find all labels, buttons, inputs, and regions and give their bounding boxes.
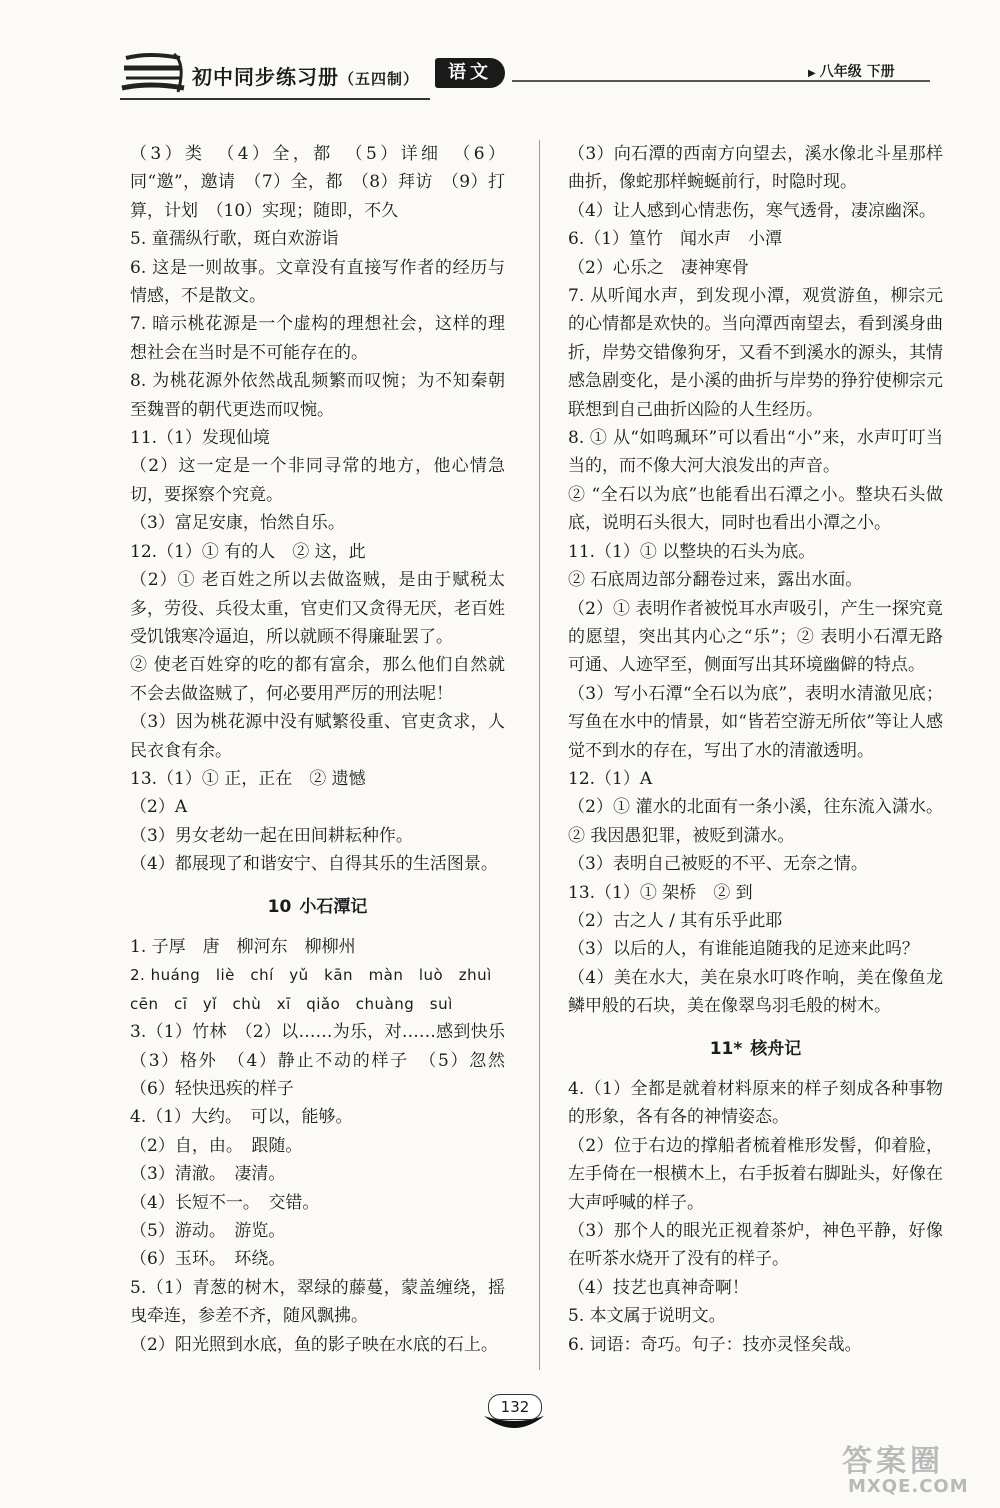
- answer-line: （3）表明自己被贬的不平、无奈之情。: [568, 854, 868, 875]
- answer-line: （2）① 老百姓之所以去做盗贼，是由于赋税太多，劳役、兵役太重，官吏们又贪得无厌，老百姓受饥饿寒冷逼迫，所以就顾不得廉耻罢了。: [130, 570, 505, 647]
- answer-line: 6. 词语：奇巧。句子：技亦灵怪矣哉。: [568, 1334, 862, 1355]
- page-number-badge: [474, 1386, 554, 1442]
- answer-line: （2）这一定是一个非同寻常的地方，他心情急切，要探察个究竟。: [130, 456, 505, 505]
- answer-line: 13.（1）① 架桥 ② 到: [568, 882, 753, 903]
- answer-line: （4）技艺也真神奇啊！: [568, 1277, 749, 1298]
- watermark-url: MXQE.COM: [848, 1476, 969, 1497]
- answer-line: （4）都展现了和谐安宁、自得其乐的生活图景。: [130, 854, 498, 875]
- watermark-text: 答案圈: [842, 1444, 944, 1479]
- answer-line: （6）玉环。 环绕。: [130, 1249, 286, 1270]
- answer-line: 11.（1）① 以整块的石头为底。: [568, 541, 816, 562]
- column-divider: [539, 140, 540, 1370]
- answer-line: （3）向石潭的西南方向望去，溪水像北斗星那样曲折，像蛇那样蜿蜒前行，时隐时现。: [568, 144, 943, 193]
- answer-line: （5）游动。 游览。: [130, 1221, 286, 1242]
- answer-line: ② 使老百姓穿的吃的都有富余，那么他们自然就不会去做盗贼了，何必要用严厉的刑法呢！: [130, 655, 505, 704]
- answer-line: （2）A: [130, 797, 188, 818]
- answer-line: 5. 童孺纵行歌，斑白欢游诣: [130, 229, 339, 250]
- answer-line: 8. ① 从“如鸣珮环”可以看出“小”来，水声叮叮当当的，而不像大河大浪发出的声音。: [568, 428, 943, 477]
- section-heading-11: 11* 核舟记: [709, 1038, 802, 1059]
- answer-line: （3）因为桃花源中没有赋繁役重、官吏贪求，人民衣食有余。: [130, 712, 505, 761]
- answer-line: （2）① 灌水的北面有一条小溪，往东流入潇水。② 我因愚犯罪，被贬到潇水。: [568, 797, 943, 846]
- answer-line: 4.（1）大约。 可以，能够。: [130, 1107, 353, 1128]
- answer-line: （2）心乐之 凄神寒骨: [568, 257, 749, 278]
- page-number: 132: [488, 1394, 542, 1420]
- answer-line: 5. 本文属于说明文。: [568, 1306, 726, 1327]
- answer-line: （3）那个人的眼光正视着茶炉，神色平静，好像在听茶水烧开了没有的样子。: [568, 1221, 943, 1270]
- answer-line: （2）古之人 / 其有乐乎此耶: [568, 910, 783, 931]
- answer-line: （3）男女老幼一起在田间耕耘种作。: [130, 825, 413, 846]
- answer-line: （2）① 表明作者被悦耳水声吸引，产生一探究竟的愿望，突出其内心之“乐”；② 表明小石潭无路可通、人迹罕至，侧面写出其环境幽僻的特点。: [568, 598, 943, 676]
- answer-line: （2）阳光照到水底，鱼的影子映在水底的石上。: [130, 1334, 498, 1355]
- answer-line: 5.（1）青葱的树木，翠绿的藤蔓，蒙盖缠绕，摇曳牵连，参差不齐，随风飘拂。: [130, 1277, 505, 1327]
- answer-line: 3.（1）竹林 （2）以……为乐，对……感到快乐 （3）格外 （4）静止不动的样子 （5）忽然 （6）轻快迅疾的样子: [130, 1022, 522, 1099]
- left-column: [130, 140, 522, 1359]
- series-title: 初中同步练习册（五四制）: [192, 65, 420, 89]
- answer-line: （2）位于右边的撑船者梳着椎形发髻，仰着脸，左手倚在一根横木上，右手扳着右脚趾头，好像在大声呼喊的样子。: [568, 1135, 943, 1213]
- answer-line: 6.（1）篁竹 闻水声 小潭: [568, 229, 783, 250]
- subject-badge: 语文: [435, 58, 505, 88]
- answer-line: （3）写小石潭“全石以为底”，表明水清澈见底；写鱼在水中的情景，如“皆若空游无所依”等让人感觉不到水的存在，写出了水的清澈透明。: [568, 683, 943, 761]
- answer-line: 4.（1）全都是就着材料原来的样子刻成各种事物的形象，各有各的神情姿态。: [568, 1079, 943, 1128]
- book-logo-icon: [120, 52, 186, 98]
- answer-line: 7. 暗示桃花源是一个虚构的理想社会，这样的理想社会在当时是不可能存在的。: [130, 314, 505, 363]
- triangle-right-icon: ▶: [808, 68, 816, 79]
- header-underline: [120, 98, 430, 100]
- answer-line: 12.（1）① 有的人 ② 这，此: [130, 541, 366, 562]
- answer-line: （3）类 （4）全，都 （5）详细 （6）同“邀”，邀请 （7）全，都 （8）拜访 （9）打算，计划 （10）实现；随即，不久: [130, 144, 505, 221]
- answer-line: （3）富足安康，怡然自乐。: [130, 513, 345, 534]
- grade-label: ▶ 八年级 下册: [808, 64, 895, 80]
- answer-line: 1. 子厚 唐 柳河东 柳柳州: [130, 936, 356, 957]
- answer-line: （3）以后的人，有谁能追随我的足迹来此吗？: [568, 939, 919, 960]
- answer-line: 7. 从听闻水声，到发现小潭，观赏游鱼，柳宗元的心情都是欢快的。当向潭西南望去，看到溪身曲折，岸势交错像狗牙，又看不到溪水的源头，其情感急剧变化，是小溪的曲折与岸势的狰狞使柳宗元联想到自己曲折凶险的人生经历。: [568, 286, 943, 420]
- answer-line: 11.（1）发现仙境: [130, 428, 270, 449]
- pinyin-line: cēn cī yǐ chù xī qiǎo chuàng suì: [130, 994, 453, 1013]
- answer-line: （4）让人感到心情悲伤，寒气透骨，凄凉幽深。: [568, 200, 936, 221]
- answer-line: 8. 为桃花源外依然战乱频繁而叹惋；为不知秦朝至魏晋的朝代更迭而叹惋。: [130, 371, 505, 420]
- answer-line: 13.（1）① 正，正在 ② 遗憾: [130, 768, 366, 789]
- answer-line: （4）美在水大，美在泉水叮咚作响，美在像鱼龙鳞甲般的石块，美在像翠鸟羽毛般的树木。: [568, 967, 943, 1017]
- answer-line: （3）清澈。 凄清。: [130, 1164, 286, 1185]
- right-column: [568, 140, 943, 1359]
- pinyin-line: 2. huáng liè chí yǔ kān màn luò zhuì: [130, 966, 492, 985]
- answer-line: ② 石底周边部分翻卷过来，露出水面。: [568, 570, 863, 591]
- answer-line: 6. 这是一则故事。文章没有直接写作者的经历与情感，不是散文。: [130, 257, 505, 307]
- watermark: [842, 1436, 992, 1506]
- answer-line: （4）长短不一。 交错。: [130, 1192, 320, 1213]
- section-heading-10: 10 小石潭记: [267, 896, 368, 917]
- answer-line: ② “全石以为底”也能看出石潭之小。整块石头做底，说明石头很大，同时也看出小潭之小。: [568, 484, 943, 534]
- page-header: [120, 48, 950, 104]
- answer-line: （2）自，由。 跟随。: [130, 1135, 303, 1156]
- answer-line: 12.（1）A: [568, 768, 653, 789]
